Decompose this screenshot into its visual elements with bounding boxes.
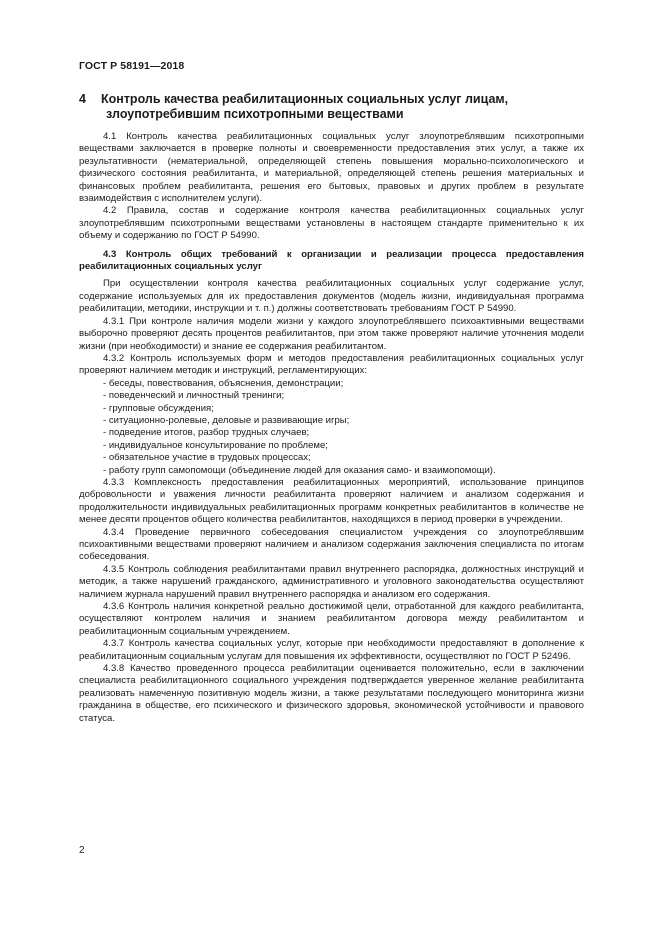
- paragraph-4-3-6: 4.3.6 Контроль наличия конкретной реально достижимой цели, отработанной для каждого реабилитанта, осуществляют контролем наличия и знанием реабилитантом договора между реабилитантом и реабилитационным социальным учреждением.: [79, 601, 584, 637]
- list-item: - ситуационно-ролевые, деловые и развивающие игры;: [103, 414, 350, 426]
- list-item: - работу групп самопомощи (объединение людей для оказания само- и взаимопомощи).: [103, 464, 496, 476]
- paragraph-4-2: 4.2 Правила, состав и содержание контроля качества реабилитационных социальных услуг злоупотреблявшим психотропными веществами установлены в настоящем стандарте применительно к их объему и содержанию по ГОСТ Р 54990.: [79, 205, 584, 242]
- list-item: - беседы, повествования, объяснения, демонстрации;: [103, 377, 344, 389]
- section-title-text: Контроль качества реабилитационных социальных услуг лицам, злоупотребившим психотропными веществами: [101, 92, 509, 121]
- list-item: - подведение итогов, разбор трудных случаев;: [103, 427, 310, 439]
- paragraph-4-3-4: 4.3.4 Проведение первичного собеседования специалистом учреждения со злоупотреблявшим психоактивными веществами проверяют наличием и анализом содержания заключения специалиста по итогам собеседования.: [79, 526, 584, 563]
- paragraph-4-3-3: 4.3.3 Комплексность предоставления реабилитационных мероприятий, использование принципов добровольности и уважения личности реабилитанта проверяют наличием и анализом содержания и продолжительности индивидуальных реабилитационных программ конкретных реабилитантов в количестве не менее десяти процентов общего количества реабилитантов, находящихся в период проверки в учреждении.: [79, 476, 584, 526]
- document-header: ГОСТ Р 58191—2018: [79, 60, 185, 72]
- list-item: - обязательное участие в трудовых процессах;: [103, 452, 311, 464]
- section-number: 4: [79, 92, 86, 106]
- paragraph-4-3-2: 4.3.2 Контроль используемых форм и методов предоставления реабилитационных социальных услуг проверяют наличием методик и инструкций, регламентирующих:: [79, 352, 584, 377]
- list-item: - поведенческий и личностный тренинги;: [103, 390, 285, 402]
- paragraph-4-3-8: 4.3.8 Качество проведенного процесса реабилитации оценивается положительно, если в заключении специалиста реабилитационного социального учреждения подтверждается уверенное желание реабилитанта реализовать намеченную позитивную модель жизни, а также результатами последующего мониторинга жизни гражданина в обществе, его психического и физического здоровья, экономической устойчивости и правового статуса.: [79, 663, 584, 724]
- paragraph-intro: При осуществлении контроля качества реабилитационных социальных услуг содержание услуг, содержание используемых для их предоставления документов (модель жизни, индивидуальная программа реабилитации, методики, инструкции и т. п.) должны соответствовать требованиям ГОСТ Р 54990.: [79, 278, 584, 315]
- section-title: [79, 92, 584, 122]
- list-item: - групповые обсуждения;: [103, 402, 214, 414]
- document-body: [79, 131, 584, 725]
- page-number: 2: [79, 845, 85, 856]
- paragraph-4-1: 4.1 Контроль качества реабилитационных социальных услуг злоупотреблявшим психотропными веществами заключается в проверке полноты и своевременности предоставления этих услуг, а также их результативности (нематериальной, определяющей степень повышения морально-психологического и физического состояния реабилитанта, и материальной, определяющей степень решения материальных и финансовых проблем реабилитанта, решения его бытовых, правовых и других проблем в результате взаимодействия с исполнителем услуги).: [79, 131, 584, 205]
- list-item: - индивидуальное консультирование по проблеме;: [103, 439, 328, 451]
- paragraph-4-3-7: 4.3.7 Контроль качества социальных услуг, которые при необходимости предоставляют в дополнение к реабилитационным социальным услугам для повышения их эффективности, осуществляют по ГОСТ Р 52496.: [79, 638, 584, 662]
- paragraph-4-3-1: 4.3.1 При контроле наличия модели жизни у каждого злоупотреблявшего психоактивными веществами выборочно проверяют десять процентов реабилитантов, при этом также проверяют наличие уточнения модели жизни (при необходимости) и знание ее содержания реабилитантом.: [79, 315, 584, 352]
- subsection-title: 4.3 Контроль общих требований к организации и реализации процесса предоставления реабилитационных социальных услуг: [79, 248, 584, 273]
- paragraph-4-3-5: 4.3.5 Контроль соблюдения реабилитантами правил внутреннего распорядка, должностных инструкций и методик, а также нарушений гражданского, административного и уголовного законодательства осуществляют наличием журнала нарушений правил внутреннего распорядка и анализом его содержания.: [79, 563, 584, 600]
